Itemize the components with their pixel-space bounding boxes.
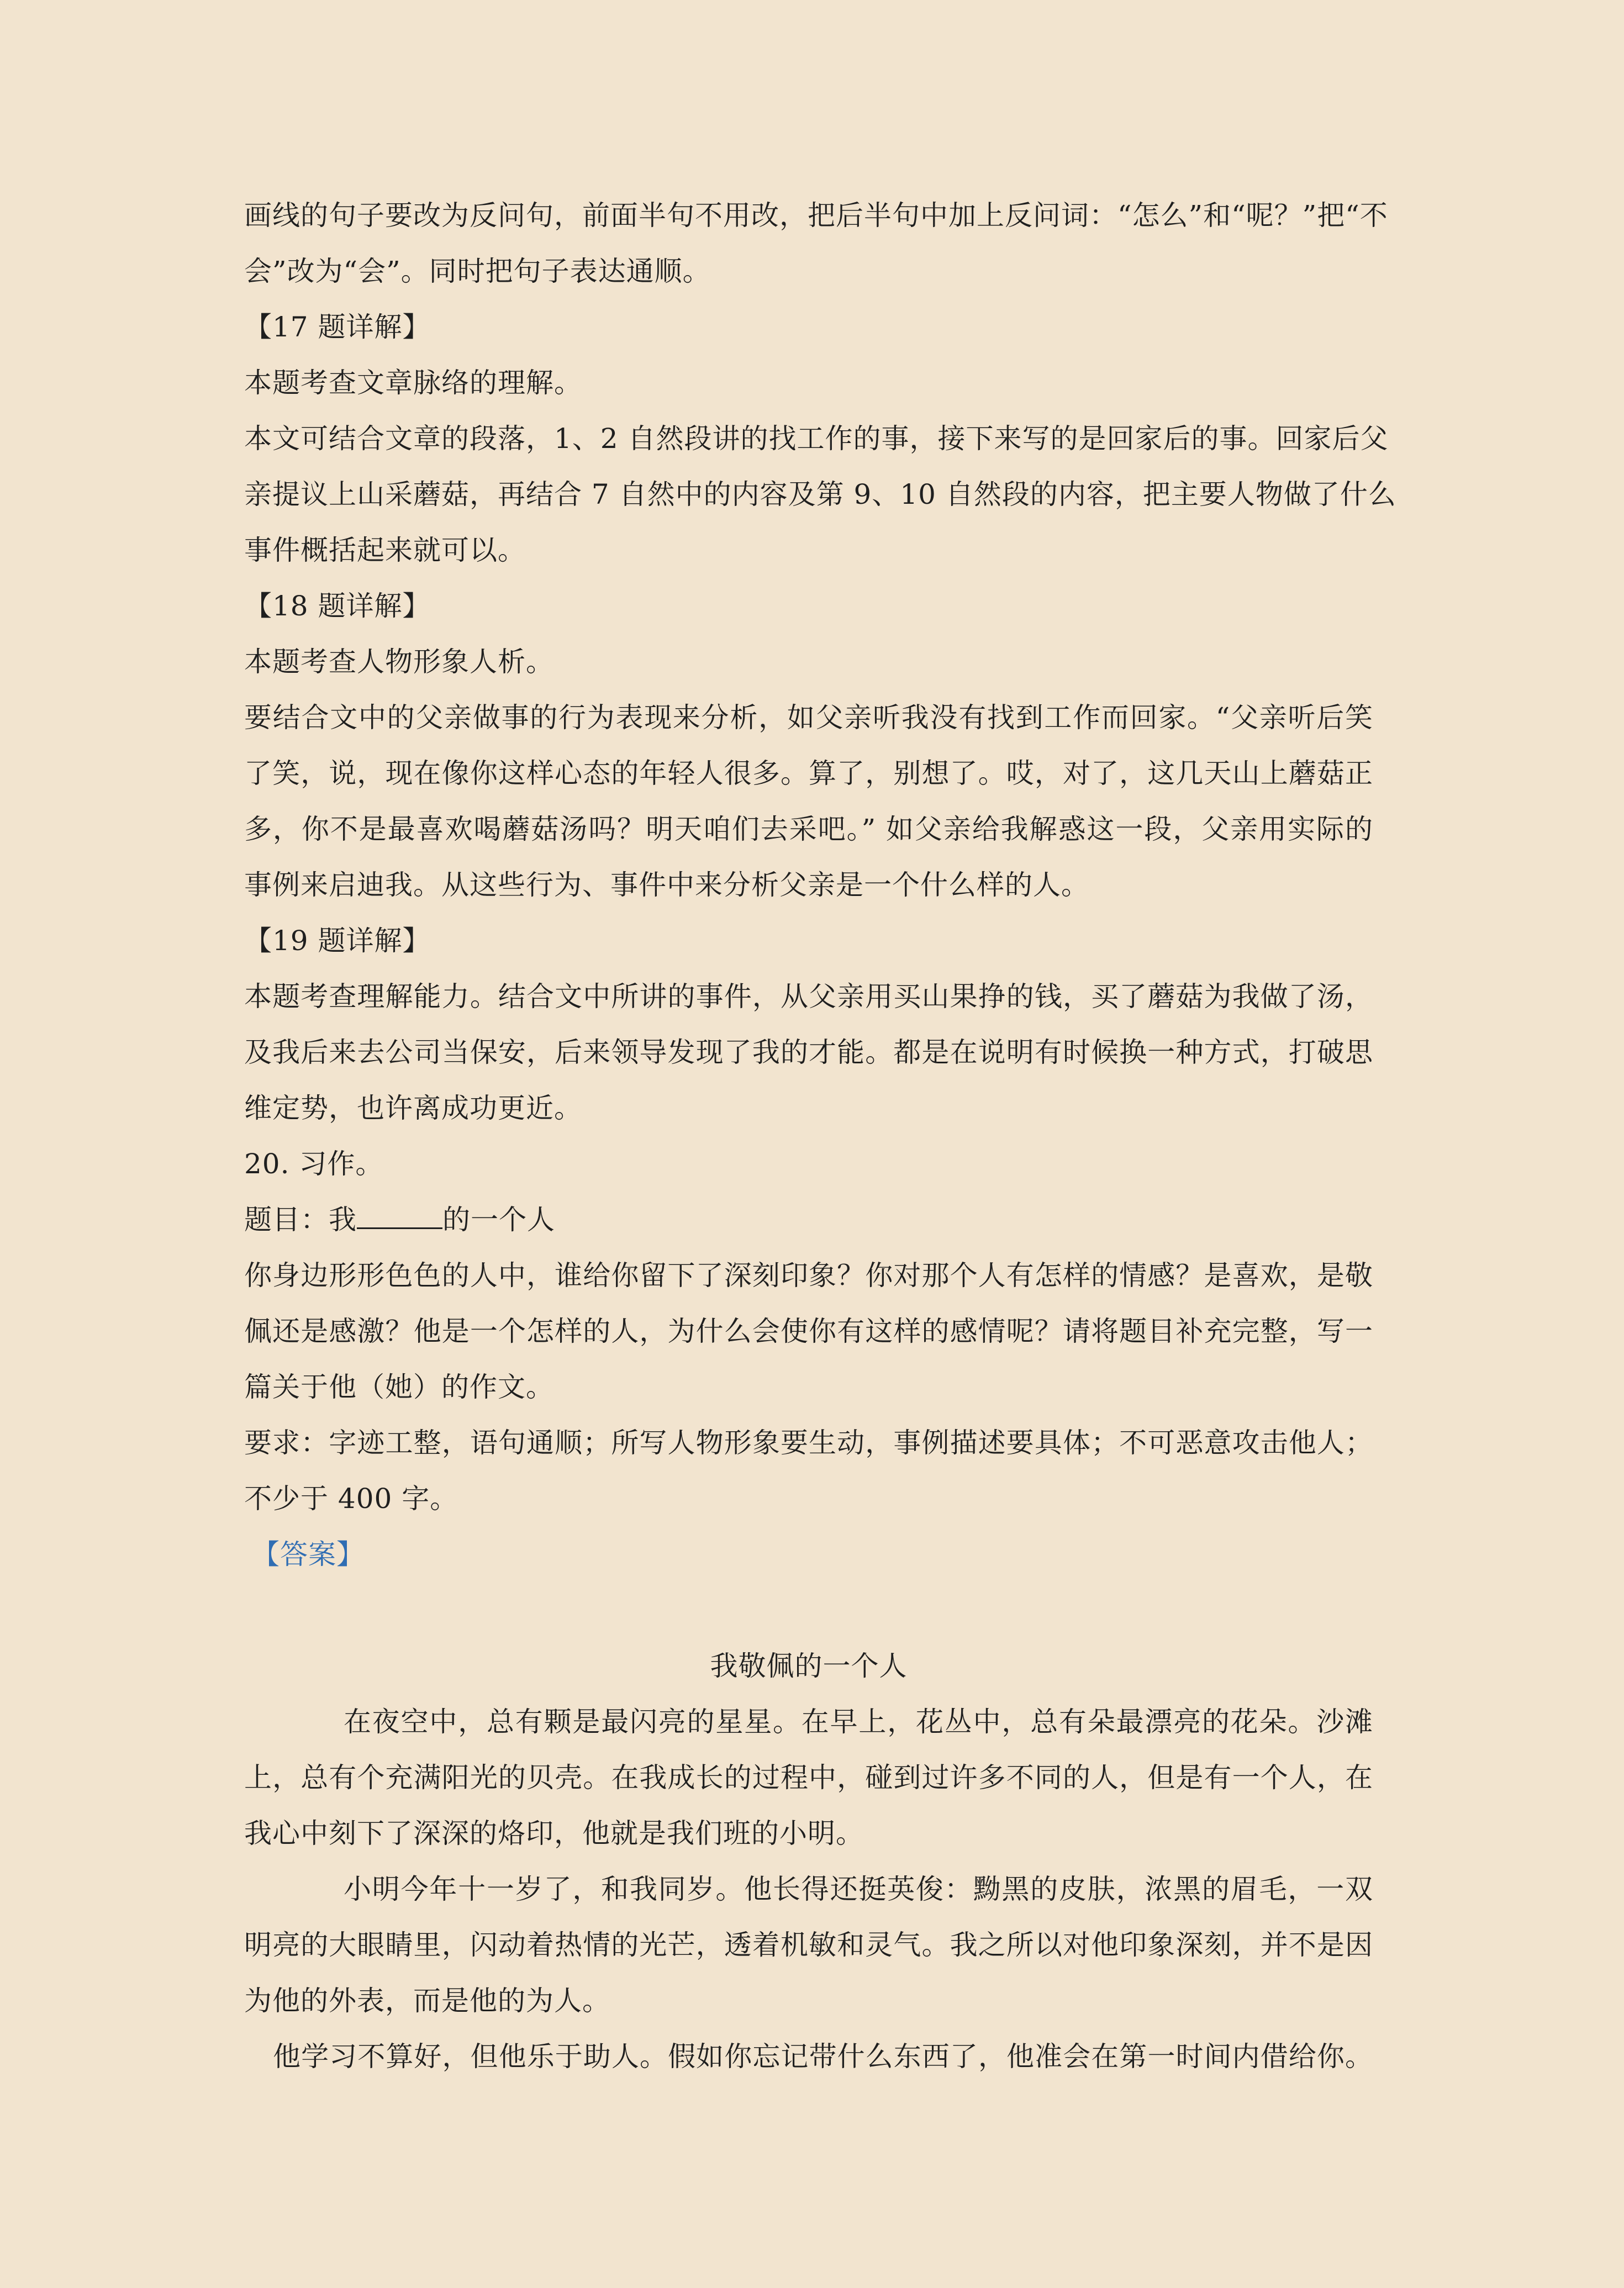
essay-line: 小明今年十一岁了，和我同岁。他长得还挺英俊：黝黑的皮肤，浓黑的眉毛，一双 xyxy=(344,1873,1373,1905)
essay-line: 上，总有个充满阳光的贝壳。在我成长的过程中，碰到过许多不同的人，但是有一个人，在 xyxy=(244,1762,1373,1794)
essay-line: 在夜空中，总有颗是最闪亮的星星。在早上，花丛中，总有朵最漂亮的花朵。沙滩 xyxy=(344,1706,1373,1738)
title-suffix: 的一个人 xyxy=(442,1204,555,1236)
text-line: 及我后来去公司当保安，后来领导发现了我的才能。都是在说明有时候换一种方式，打破思 xyxy=(244,1036,1373,1068)
text-line: 篇关于他（她）的作文。 xyxy=(244,1371,554,1403)
essay-line: 明亮的大眼睛里，闪动着热情的光芒，透着机敏和灵气。我之所以对他印象深刻，并不是因 xyxy=(244,1929,1373,1961)
text-line: 事例来启迪我。从这些行为、事件中来分析父亲是一个什么样的人。 xyxy=(244,869,1089,901)
text-line: 事件概括起来就可以。 xyxy=(244,534,526,566)
title-prefix: 题目：我 xyxy=(244,1204,357,1236)
essay-prompt-title xyxy=(244,1192,1373,1248)
text-line: 佩还是感激？他是一个怎样的人，为什么会使你有这样的感情呢？请将题目补充完整，写一 xyxy=(244,1315,1373,1347)
text-line: 要求：字迹工整，语句通顺；所写人物形象要生动，事例描述要具体；不可恶意攻击他人； xyxy=(244,1427,1373,1459)
essay-line: 为他的外表，而是他的为人。 xyxy=(244,1985,610,2017)
text-line: 画线的句子要改为反问句，前面半句不用改，把后半句中加上反问词：“怎么”和“呢？”把“不 xyxy=(244,199,1388,231)
section-heading-19: 【19 题详解】 xyxy=(244,925,431,957)
document-page xyxy=(244,188,1396,2085)
text-line: 你身边形形色色的人中，谁给你留下了深刻印象？你对那个人有怎样的情感？是喜欢，是敬 xyxy=(244,1259,1373,1291)
text-line: 本题考查理解能力。结合文中所讲的事件，从父亲用买山果挣的钱，买了蘑菇为我做了汤， xyxy=(244,980,1373,1013)
essay-line: 我心中刻下了深深的烙印，他就是我们班的小明。 xyxy=(244,1817,864,1849)
text-line: 本文可结合文章的段落，1、2 自然段讲的找工作的事，接下来写的是回家后的事。回家后父 xyxy=(244,423,1389,455)
essay-line: 他学习不算好，但他乐于助人。假如你忘记带什么东西了，他准会在第一时间内借给你。 xyxy=(273,2041,1373,2073)
answer-label: 【答案】 xyxy=(252,1538,365,1570)
text-line: 亲提议上山采蘑菇，再结合 7 自然中的内容及第 9、10 自然段的内容，把主要人物做了什么 xyxy=(244,478,1396,510)
text-line: 会”改为“会”。同时把句子表达通顺。 xyxy=(244,255,711,287)
text-line: 多，你不是最喜欢喝蘑菇汤吗？明天咱们去采吧。” 如父亲给我解惑这一段，父亲用实际的 xyxy=(244,813,1373,845)
fill-in-blank xyxy=(357,1205,442,1229)
text-line: 本题考查文章脉络的理解。 xyxy=(244,367,582,399)
text-line: 不少于 400 字。 xyxy=(244,1483,458,1515)
essay-title: 我敬佩的一个人 xyxy=(710,1650,908,1682)
text-line: 了笑，说，现在像你这样心态的年轻人很多。算了，别想了。哎，对了，这几天山上蘑菇正 xyxy=(244,757,1373,789)
text-line: 本题考查人物形象人析。 xyxy=(244,646,554,678)
question-20: 20. 习作。 xyxy=(244,1148,384,1180)
blank-spacer xyxy=(244,1583,1373,1638)
text-line: 要结合文中的父亲做事的行为表现来分析，如父亲听我没有找到工作而回家。“父亲听后笑 xyxy=(244,702,1373,734)
section-heading-17: 【17 题详解】 xyxy=(244,311,431,343)
text-line: 维定势，也许离成功更近。 xyxy=(244,1092,582,1124)
section-heading-18: 【18 题详解】 xyxy=(244,590,431,622)
